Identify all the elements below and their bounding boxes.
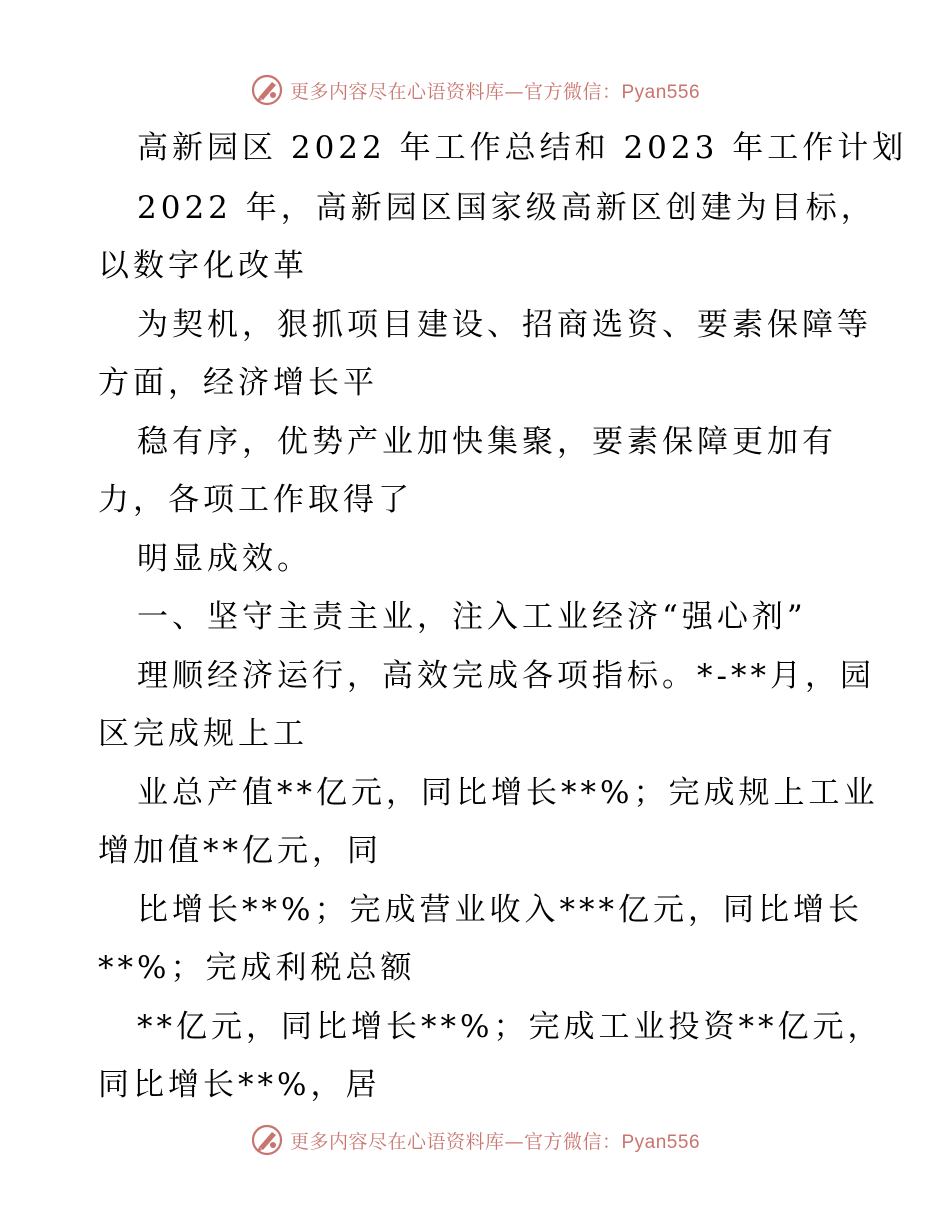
text-line: **%；完成利税总额 (98, 950, 416, 986)
text-line: 明显成效。 (137, 541, 312, 577)
pen-logo-icon (250, 73, 284, 107)
text-line: 区完成规上工 (98, 716, 308, 752)
text-line: 以数字化改革 (98, 248, 308, 284)
text-line: **亿元，同比增长**%；完成工业投资**亿元， (137, 1009, 883, 1045)
text-line: 增加值**亿元，同 (98, 833, 382, 869)
watermark-footer (0, 1122, 950, 1158)
pen-logo-icon (250, 1123, 284, 1157)
section-heading: 一、坚守主责主业，注入工业经济“强心剂” (137, 599, 807, 635)
text-line: 比增长**%；完成营业收入***亿元，同比增长 (137, 892, 863, 928)
watermark-text: 更多内容尽在心语资料库—官方微信：Pyan556 (289, 1130, 701, 1153)
text-line: 为契机，狠抓项目建设、招商选资、要素保障等 (137, 307, 872, 343)
text-line: 力，各项工作取得了 (98, 482, 413, 518)
document-title: 高新园区 2022 年工作总结和 2023 年工作计划 (137, 130, 908, 166)
text-line: 业总产值**亿元，同比增长**%；完成规上工业 (137, 775, 879, 811)
text-line: 方面，经济增长平 (98, 365, 378, 401)
text-line: 理顺经济运行，高效完成各项指标。*-**月，园 (137, 658, 875, 694)
text-line: 同比增长**%，居 (98, 1067, 381, 1103)
watermark-text: 更多内容尽在心语资料库—官方微信：Pyan556 (289, 80, 701, 103)
text-line: 稳有序，优势产业加快集聚，要素保障更加有 (137, 424, 837, 460)
watermark-header (0, 72, 950, 108)
text-line: 2022 年，高新园区国家级高新区创建为目标， (137, 190, 876, 226)
